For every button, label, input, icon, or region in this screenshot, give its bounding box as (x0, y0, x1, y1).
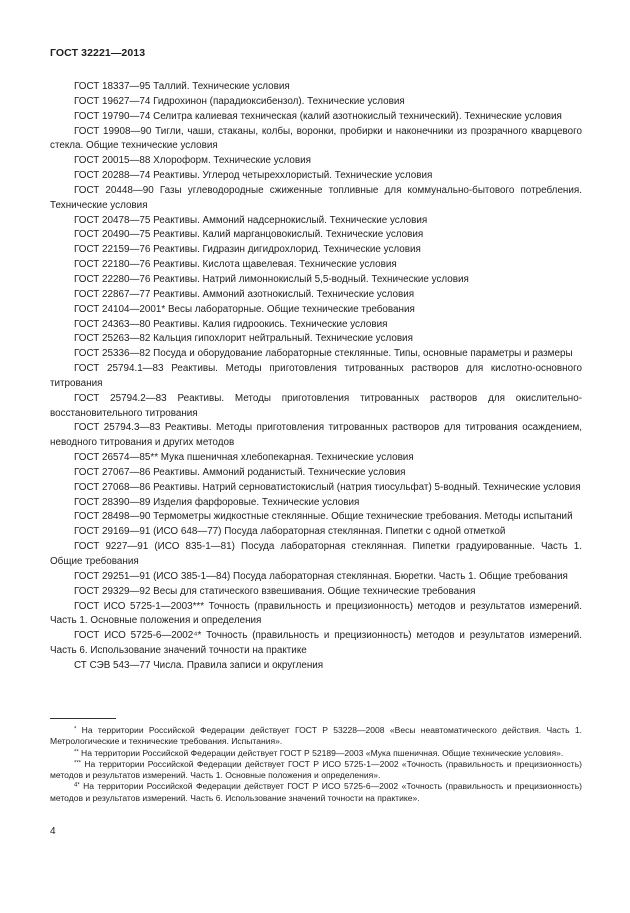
reference-item: ГОСТ 25794.2—83 Реактивы. Методы приготовления титрованных растворов для окислительно-восстановительного титрования (50, 392, 582, 419)
reference-item: ГОСТ 28498—90 Термометры жидкостные стеклянные. Общие технические требования. Методы испытаний (74, 511, 573, 523)
footnote-separator (50, 718, 116, 719)
footnote (50, 748, 582, 759)
reference-item: ГОСТ 20448—90 Газы углеводородные сжиженные топливные для коммунально-бытового потребления. Технические условия (50, 184, 582, 211)
reference-item: ГОСТ 24104—2001* Весы лабораторные. Общие технические требования (74, 303, 415, 315)
reference-item: ГОСТ 19790—74 Селитра калиевая техническая (калий азотнокислый технический). Технические условия (74, 110, 562, 122)
reference-item: ГОСТ 20288—74 Реактивы. Углерод четыреххлористый. Технические условия (74, 170, 433, 182)
reference-item: ГОСТ 28390—89 Изделия фарфоровые. Технические условия (74, 496, 360, 508)
reference-item: ГОСТ 27067—86 Реактивы. Аммоний роданистый. Технические условия (74, 466, 406, 478)
footnotes (50, 725, 582, 804)
footnote (50, 781, 582, 804)
reference-item: ГОСТ 29169—91 (ИСО 648—77) Посуда лабораторная стеклянная. Пипетки с одной отметкой (74, 526, 506, 538)
reference-item: ГОСТ 22159—76 Реактивы. Гидразин дигидрохлорид. Технические условия (74, 244, 421, 256)
reference-item: ГОСТ 29251—91 (ИСО 385-1—84) Посуда лабораторная стеклянная. Бюретки. Часть 1. Общие требования (74, 570, 568, 582)
page-number: 4 (50, 826, 56, 837)
reference-item: ГОСТ 20490—75 Реактивы. Калий марганцовокислый. Технические условия (74, 229, 424, 241)
reference-item: ГОСТ 22280—76 Реактивы. Натрий лимоннокислый 5,5-водный. Технические условия (74, 273, 469, 285)
reference-item: ГОСТ ИСО 5725-6—2002⁴* Точность (правильность и прецизионность) методов и результатов измерений. Часть 6. Использование значений точности на практике (50, 630, 582, 657)
footnote-text: На территории Российской Федерации действует ГОСТ Р ИСО 5725-1—2002 «Точность (правильность и прецизионность) методов и результатов измерений. Часть 1. Основные положения и определения». (50, 758, 582, 781)
footnote-mark: * (74, 726, 77, 733)
footnote (50, 725, 582, 748)
reference-item: ГОСТ 19627—74 Гидрохинон (парадиоксибензол). Технические условия (74, 95, 405, 107)
reference-item: ГОСТ 22180—76 Реактивы. Кислота щавелевая. Технические условия (74, 259, 397, 271)
footnote-text: На территории Российской Федерации действует ГОСТ Р ИСО 5725-6—2002 «Точность (правильность и прецизионность) методов и результатов измерений. Часть 6. Использование значений точности на практике». (50, 781, 582, 803)
document-header: ГОСТ 32221—2013 (50, 47, 146, 59)
footnote-text: На территории Российской Федерации действует ГОСТ Р 52189—2003 «Мука пшеничная. Общие технические условия». (78, 747, 564, 758)
reference-item: ГОСТ 29329—92 Весы для статического взвешивания. Общие технические требования (74, 585, 476, 597)
reference-item: ГОСТ 22867—77 Реактивы. Аммоний азотнокислый. Технические условия (74, 288, 415, 300)
reference-item: ГОСТ 20015—88 Хлороформ. Технические условия (74, 155, 311, 167)
reference-item: ГОСТ 9227—91 (ИСО 835-1—81) Посуда лабораторная стеклянная. Пипетки градуированные. Часть 1. Общие требования (50, 541, 582, 567)
normative-references-list (50, 80, 582, 674)
reference-item: ГОСТ ИСО 5725-1—2003*** Точность (правильность и прецизионность) методов и результатов измерений. Часть 1. Основные положения и определения (50, 600, 582, 627)
reference-item: ГОСТ 25336—82 Посуда и оборудование лабораторные стеклянные. Типы, основные параметры и размеры (74, 348, 573, 360)
reference-item: СТ СЭВ 543—77 Числа. Правила записи и округления (74, 659, 324, 671)
reference-item: ГОСТ 18337—95 Таллий. Технические условия (74, 81, 290, 92)
reference-item: ГОСТ 25794.3—83 Реактивы. Методы приготовления титрованных растворов для титрования осаждением, неводного титрования и других методов (50, 422, 582, 449)
reference-item: ГОСТ 24363—80 Реактивы. Калия гидроокись. Технические условия (74, 318, 388, 330)
footnote (50, 759, 582, 782)
reference-item: ГОСТ 19908—90 Тигли, чаши, стаканы, колбы, воронки, пробирки и наконечники из прозрачного кварцевого стекла. Общие технические условия (50, 125, 582, 152)
reference-item: ГОСТ 25794.1—83 Реактивы. Методы приготовления титрованных растворов для кислотно-основного титрования (50, 363, 582, 389)
reference-item: ГОСТ 20478—75 Реактивы. Аммоний надсернокислый. Технические условия (74, 214, 428, 226)
footnote-text: На территории Российской Федерации действует ГОСТ Р 53228—2008 «Весы неавтоматического действия. Часть 1. Метрологические и технические требования. Испытания». (50, 725, 582, 747)
reference-item: ГОСТ 27068—86 Реактивы. Натрий серноватистокислый (натрия тиосульфат) 5-водный. Технические условия (74, 481, 581, 493)
footnote-mark: *** (74, 760, 82, 767)
footnote-mark: ** (74, 749, 79, 756)
footnote-mark: 4* (74, 782, 80, 789)
reference-item: ГОСТ 26574—85** Мука пшеничная хлебопекарная. Технические условия (74, 452, 414, 464)
reference-item: ГОСТ 25263—82 Кальция гипохлорит нейтральный. Технические условия (74, 333, 413, 345)
